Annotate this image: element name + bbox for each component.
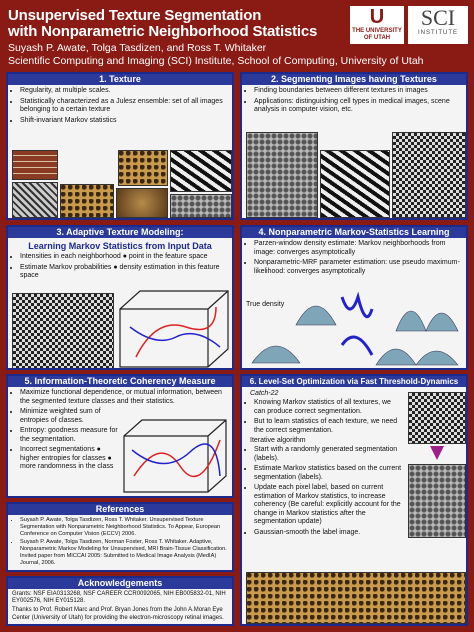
panel-title: 4. Nonparametric Markov-Statistics Learning — [242, 227, 466, 238]
panel-segmenting — [240, 72, 468, 220]
panel-title: 6. Level-Set Optimization via Fast Threshold-Dynamics — [242, 376, 466, 387]
list-item: • Suyash P. Awate, Tolga Tasdizen, Norman Foster, Ross T. Whitaker. Adaptive, Nonparametric Markov Modeling for Unsupervised, MRI Brain-Tissue Classification. Invited paper from MICCAI 2005: Submitted to Medical Image Analysis (MedIA) Journal, 2006. — [20, 539, 232, 566]
leopard-result-image — [246, 572, 466, 624]
panel-subtitle: Learning Markov Statistics from Input Data — [28, 241, 212, 251]
list-item: • Update each pixel label, based on current estimation of Markov statistics, to increase coherency (Be careful: explicitly account for the change in Markov statistics after the segmentation update) — [254, 484, 404, 527]
list-item: • Applications: distinguishing cell types in medical images, scene analysis in computer vision, etc. — [254, 98, 466, 115]
poster-title-line1: Unsupervised Texture Segmentation — [8, 7, 262, 24]
true-density-label: True density — [246, 301, 285, 308]
sci-logo-sub: INSTITUTE — [418, 30, 458, 36]
list-item: • Estimate Markov probabilities ● density estimation in this feature space — [20, 264, 232, 281]
grants-text: Grants: NSF EIA0313268, NSF CAREER CCR0092065, NIH EB005832-01, NIH EY002576, NIH EY015128. — [12, 591, 226, 605]
list-item: • Regularity, at multiple scales. — [20, 87, 232, 96]
utah-logo-text: THE UNIVERSITY OF UTAH — [352, 28, 402, 41]
segment-image-cells — [246, 132, 318, 218]
catch-22-list — [242, 399, 404, 435]
segment-image-zebras — [320, 150, 390, 218]
texture-image-leopard — [118, 150, 168, 186]
texture-image-fence — [12, 182, 58, 218]
texture-image-leaf — [116, 188, 168, 218]
list-item: • Finding boundaries between different textures in images — [254, 87, 466, 96]
panel-title: Acknowledgements — [8, 578, 232, 589]
panel-adaptive-modeling — [6, 225, 234, 370]
bullet-list — [242, 240, 466, 276]
poster-title-line2: with Nonparametric Neighborhood Statistics — [8, 23, 318, 40]
list-item: • Nonparametric-MRF parameter estimation: use pseudo maximum-likelihood: converges asymptotically — [254, 259, 466, 276]
list-item: • Maximize functional dependence, or mutual information, between the segmented texture classes and their statistics. — [20, 389, 230, 406]
sci-logo-text: SCI — [420, 5, 456, 30]
bullet-list — [8, 87, 232, 125]
segmented-result-image — [408, 464, 466, 538]
panel-title: References — [8, 504, 232, 515]
list-item: • Suyash P. Awate, Tolga Tasdizen, Ross T. Whitaker. Unsupervised Texture Segmentation with Nonparametric Neighborhood Statistics. To Appear, European Conference on Computer Vision (ECCV) 2006. — [20, 517, 232, 537]
panel-level-set-optimization — [240, 374, 468, 626]
list-item: • Incorrect segmentations ● higher entropies for classes ● more randomness in the class — [20, 446, 120, 472]
utah-logo — [350, 6, 404, 44]
panel-texture — [6, 72, 234, 220]
sci-logo — [408, 6, 468, 44]
bullet-list — [8, 253, 232, 281]
panel-title: 5. Information-Theoretic Coherency Measure — [8, 376, 232, 387]
list-item: • Minimize weighted sum of entropies of classes. — [20, 408, 120, 425]
panel-acknowledgements — [6, 576, 234, 626]
texture-image-brick — [12, 150, 58, 180]
authors: Suyash P. Awate, Tolga Tasdizen, and Ross T. Whitaker — [8, 42, 267, 54]
texture-image-zebra — [170, 150, 232, 192]
utah-logo-letter: U — [369, 6, 385, 28]
header — [0, 0, 474, 70]
list-item: • Parzen-window density estimate: Markov neighborhoods from image: converges asymptotically — [254, 240, 466, 257]
panel-title: 1. Texture — [8, 74, 232, 85]
panel-title: 2. Segmenting Images having Textures — [242, 74, 466, 85]
texture-image-cells — [170, 194, 232, 218]
catch-22-label: Catch-22 — [250, 390, 279, 397]
list-item: • Estimate Markov statistics based on the current segmentation (labels). — [254, 465, 404, 482]
feature-space-cube — [116, 287, 232, 369]
list-item: • Gaussian-smooth the label image. — [254, 529, 404, 538]
list-item: • But to learn statistics of each texture, we need the correct segmentation. — [254, 418, 404, 435]
panel-nonparametric-learning — [240, 225, 468, 370]
iterative-algorithm-list — [242, 446, 404, 537]
texture-image-leopard-2 — [60, 184, 114, 218]
segment-image-checker — [392, 132, 466, 218]
panel-title: 3. Adaptive Texture Modeling: — [8, 227, 232, 238]
list-item: • Shift-invariant Markov statistics — [20, 117, 232, 126]
iterative-algorithm-label: Iterative algorithm — [250, 437, 306, 444]
list-item: • Intensities in each neighborhood ● point in the feature space — [20, 253, 232, 262]
random-init-image — [408, 392, 466, 444]
density-surfaces — [246, 285, 464, 367]
affiliation: Scientific Computing and Imaging (SCI) Institute, School of Computing, University of Utah — [8, 55, 424, 67]
arrow-icon — [430, 446, 444, 460]
panel-references — [6, 502, 234, 572]
list-item: • Entropy: goodness measure for the segmentation. — [20, 427, 120, 444]
panel-coherency-measure — [6, 374, 234, 498]
entropy-feature-cube — [120, 416, 230, 496]
bullet-list — [242, 87, 466, 115]
list-item: • Start with a randomly generated segmentation (labels). — [254, 446, 404, 463]
list-item: • Knowing Markov statistics of all textures, we can produce correct segmentation. — [254, 399, 404, 416]
thanks-text: Thanks to Prof. Robert Marc and Prof. Bryan Jones from the John A.Moran Eye Center (University of Utah) for providing the electron-microscopy retinal images. — [12, 607, 224, 621]
reference-list — [8, 517, 232, 567]
texture-patch-image — [12, 293, 114, 369]
list-item: • Statistically characterized as a Julesz ensemble: set of all images belonging to a certain texture — [20, 98, 232, 115]
